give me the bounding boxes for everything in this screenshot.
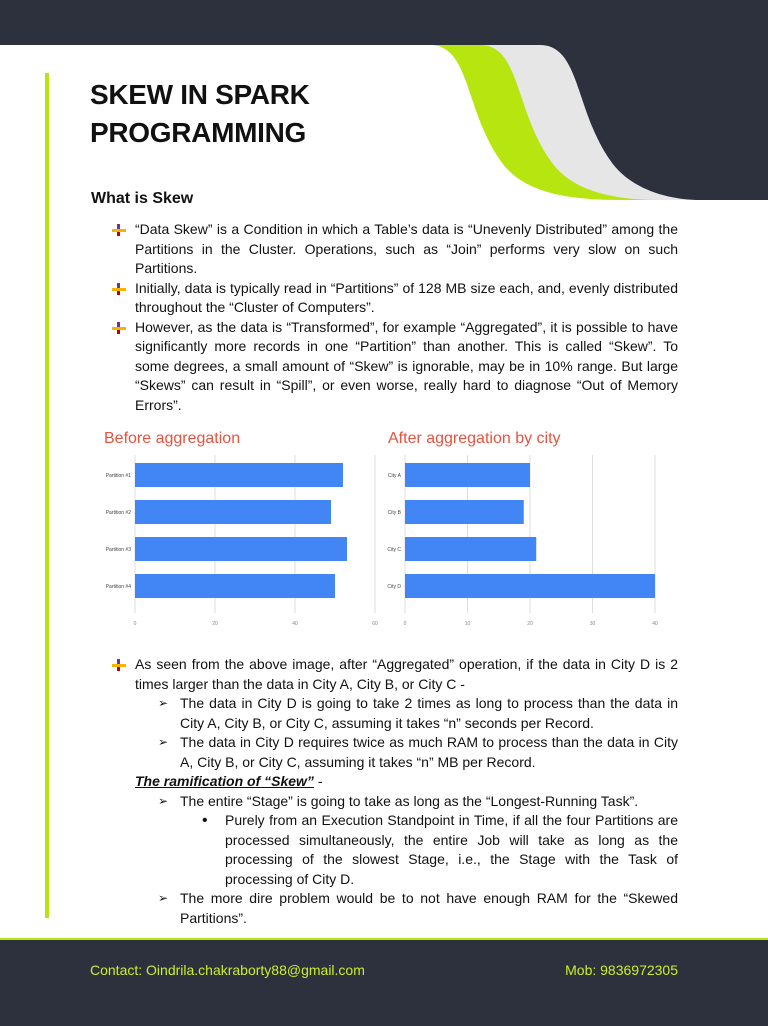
bar bbox=[405, 500, 524, 524]
bullet-item bbox=[90, 655, 678, 694]
bullet-text: “Data Skew” is a Condition in which a Table’s data is “Unevenly Distributed” among the Partitions in the Cluster. Operations, such as “Join” performs very slow on such Partitions. bbox=[135, 221, 678, 276]
sub-point-text: The data in City D requires twice as much RAM to process than the data in City A, City B, or City C, assuming it takes “n” MB per Record. bbox=[180, 734, 678, 770]
bullet-text: As seen from the above image, after “Aggregated” operation, if the data in City D is 2 times larger than the data in City A, City B, or City C - bbox=[135, 656, 678, 692]
arrow-bullet-icon: ➢ bbox=[158, 891, 169, 905]
chart-title: Before aggregation bbox=[104, 430, 241, 447]
x-tick-label: 0 bbox=[403, 621, 407, 627]
bar bbox=[405, 574, 655, 598]
x-tick-label: 30 bbox=[589, 621, 596, 627]
ramification-heading bbox=[90, 772, 678, 792]
content bbox=[90, 220, 678, 928]
dot-bullet-icon: • bbox=[202, 812, 208, 829]
left-accent-rule bbox=[45, 73, 49, 918]
bullet-text: Initially, data is typically read in “Partitions” of 128 MB size each, and, evenly distributed throughout the “Cluster of Computers”. bbox=[135, 279, 678, 315]
bullet-item bbox=[90, 220, 678, 279]
sub-sub-point bbox=[90, 811, 678, 889]
x-tick-label: 20 bbox=[212, 621, 218, 627]
bullet-icon bbox=[112, 282, 126, 296]
category-label: Partition #2 bbox=[105, 510, 131, 516]
x-tick-label: 10 bbox=[464, 621, 471, 627]
bullet-item bbox=[90, 279, 678, 318]
chart-figure bbox=[90, 423, 678, 655]
title-line-1: SKEW IN SPARK bbox=[90, 79, 310, 110]
sub-point bbox=[90, 733, 678, 772]
bar bbox=[135, 537, 347, 561]
category-label: City B bbox=[387, 510, 401, 516]
bar bbox=[405, 463, 530, 487]
sub-point bbox=[90, 889, 678, 928]
sub-sub-point-text: Purely from an Execution Standpoint in Time, if all the four Partitions are processed simultaneously, the entire Job will take as long as the processing of the slowest Stage, i.e., the Stage with the Task of processing of City D. bbox=[225, 812, 678, 887]
ramification-heading-text: The ramification of “Skew” bbox=[135, 773, 314, 789]
x-tick-label: 40 bbox=[652, 621, 658, 627]
bar bbox=[135, 500, 331, 524]
bar bbox=[405, 537, 536, 561]
arrow-bullet-icon: ➢ bbox=[158, 696, 169, 710]
title-line-2: PROGRAMMING bbox=[90, 117, 307, 148]
sub-point-text: The data in City D is going to take 2 times as long to process than the data in City A, City B, or City C, assuming it takes “n” seconds per Record. bbox=[180, 695, 678, 731]
category-label: City D bbox=[387, 584, 401, 590]
footer-contact: Contact: Oindrila.chakraborty88@gmail.com bbox=[90, 962, 365, 978]
section-heading: What is Skew bbox=[91, 190, 194, 207]
bullet-icon bbox=[112, 658, 126, 672]
footer bbox=[0, 938, 768, 1026]
arrow-bullet-icon: ➢ bbox=[158, 735, 169, 749]
x-tick-label: 40 bbox=[292, 621, 298, 627]
bar bbox=[135, 463, 343, 487]
ramification-suffix: - bbox=[313, 773, 323, 789]
bar bbox=[135, 574, 335, 598]
sub-point bbox=[90, 694, 678, 733]
page-title bbox=[90, 76, 310, 152]
bullet-text: However, as the data is “Transformed”, for example “Aggregated”, it is possible to have significantly more records in one “Partition” than another. This is called “Skew”. To some degrees, a small amount of “Skew” is ignorable, may be in 10% range. But large “Skews” can result in “Spill”, or even worse, really hard to diagnose “Out of Memory Errors”. bbox=[135, 318, 678, 413]
bullet-item bbox=[90, 318, 678, 416]
footer-mobile: Mob: 9836972305 bbox=[565, 962, 678, 978]
sub-point-text: The more dire problem would be to not have enough RAM for the “Skewed Partitions”. bbox=[180, 890, 678, 926]
category-label: Partition #4 bbox=[105, 584, 131, 590]
category-label: Partition #1 bbox=[105, 473, 131, 479]
arrow-bullet-icon: ➢ bbox=[158, 793, 169, 808]
category-label: City A bbox=[387, 473, 401, 479]
category-label: City C bbox=[387, 547, 401, 553]
x-tick-label: 60 bbox=[372, 621, 378, 627]
sub-point bbox=[90, 792, 678, 812]
x-tick-label: 20 bbox=[527, 621, 533, 627]
bullet-icon bbox=[112, 223, 126, 237]
x-tick-label: 0 bbox=[133, 621, 137, 627]
category-label: Partition #3 bbox=[105, 547, 131, 553]
chart-title: After aggregation by city bbox=[388, 430, 561, 447]
bullet-icon bbox=[112, 321, 126, 335]
skew-charts bbox=[90, 423, 678, 655]
sub-point-text: The entire “Stage” is going to take as long as the “Longest-Running Task”. bbox=[180, 792, 639, 809]
